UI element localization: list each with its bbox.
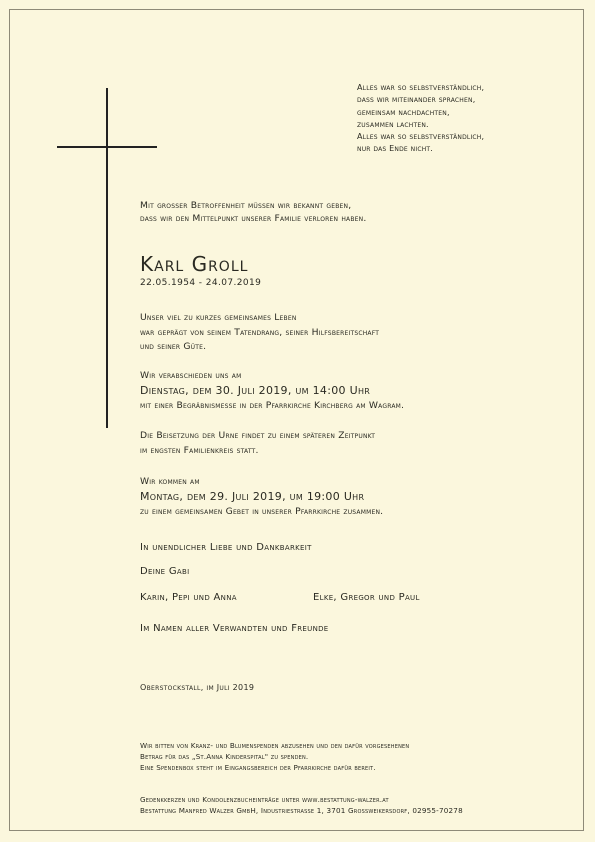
donation-line: Wir bitten von Kranz- und Blumenspenden abzusehen und den dafür vorgesehenen — [140, 741, 410, 750]
prayer-date: Montag, dem 29. Juli 2019, um 19:00 Uhr — [140, 490, 365, 504]
tribute — [140, 311, 379, 355]
burial-line: Die Beisetzung der Urne findet zu einem späteren Zeitpunkt — [140, 430, 376, 441]
obituary-card — [9, 9, 584, 831]
children-right: Elke, Gregor und Paul — [313, 592, 420, 603]
cross-vertical-bar — [106, 88, 108, 428]
poem-line: Alles war so selbstverständlich, — [357, 83, 485, 92]
donation-notice — [140, 741, 409, 773]
wife-signature: Deine Gabi — [140, 566, 190, 577]
donation-line: Eine Spendenbox steht im Eingangsbereich der Pfarrkirche dafür bereit. — [140, 762, 376, 772]
farewell-detail: mit einer Begräbnismesse in der Pfarrkirche Kirchberg am Wagram. — [140, 400, 405, 412]
deceased-dates: 22.05.1954 - 24.07.2019 — [140, 278, 262, 288]
intro-line: dass wir den Mittelpunkt unserer Familie verloren haben. — [140, 213, 367, 225]
poem-line: Alles war so selbstverständlich, — [357, 132, 485, 142]
footer-condolence-line: Gedenkkerzen und Kondolenzbucheinträge unter www.bestattung-walzer.at — [140, 795, 389, 804]
intro-line: Mit grosser Betroffenheit müssen wir bekannt geben, — [140, 200, 352, 211]
poem-line: dass wir miteinander sprachen, — [357, 95, 476, 105]
prayer-detail: zu einem gemeinsamen Gebet in unserer Pfarrkirche zusammen. — [140, 506, 384, 518]
poem-line: gemeinsam nachdachten, — [357, 107, 450, 117]
closing-line: In unendlicher Liebe und Dankbarkeit — [140, 542, 312, 553]
children-left: Karin, Pepi und Anna — [140, 592, 237, 603]
farewell-lead: Wir verabschieden uns am — [140, 370, 242, 381]
burial-line: im engsten Familienkreis statt. — [140, 444, 259, 456]
prayer-lead: Wir kommen am — [140, 476, 200, 487]
intro — [140, 199, 366, 225]
farewell — [140, 369, 404, 412]
tribute-line: war geprägt von seinem Tatendrang, seiner Hilfsbereitschaft — [140, 326, 380, 338]
poem — [357, 82, 484, 156]
burial-notice — [140, 429, 375, 458]
footer — [140, 795, 463, 817]
cross-horizontal-bar — [57, 146, 157, 148]
relatives-line: Im Namen aller Verwandten und Freunde — [140, 623, 329, 634]
place-date: Oberstockstall, im Juli 2019 — [140, 683, 255, 692]
tribute-line: Unser viel zu kurzes gemeinsames Leben — [140, 312, 297, 323]
tribute-line: und seiner Güte. — [140, 341, 207, 352]
prayer — [140, 475, 383, 518]
deceased-name: Karl Groll — [140, 252, 249, 276]
donation-line: Betrag für das „St.Anna Kinderspital" zu spenden. — [140, 751, 309, 761]
footer-company-line: Bestattung Manfred Walzer GmbH, Industriestrasse 1, 3701 Grossweikersdorf, 02955-70278 — [140, 805, 463, 815]
poem-line: nur das Ende nicht. — [357, 144, 434, 154]
farewell-date: Dienstag, dem 30. Juli 2019, um 14:00 Uhr — [140, 384, 371, 398]
poem-line: zusammen lachten. — [357, 119, 429, 129]
